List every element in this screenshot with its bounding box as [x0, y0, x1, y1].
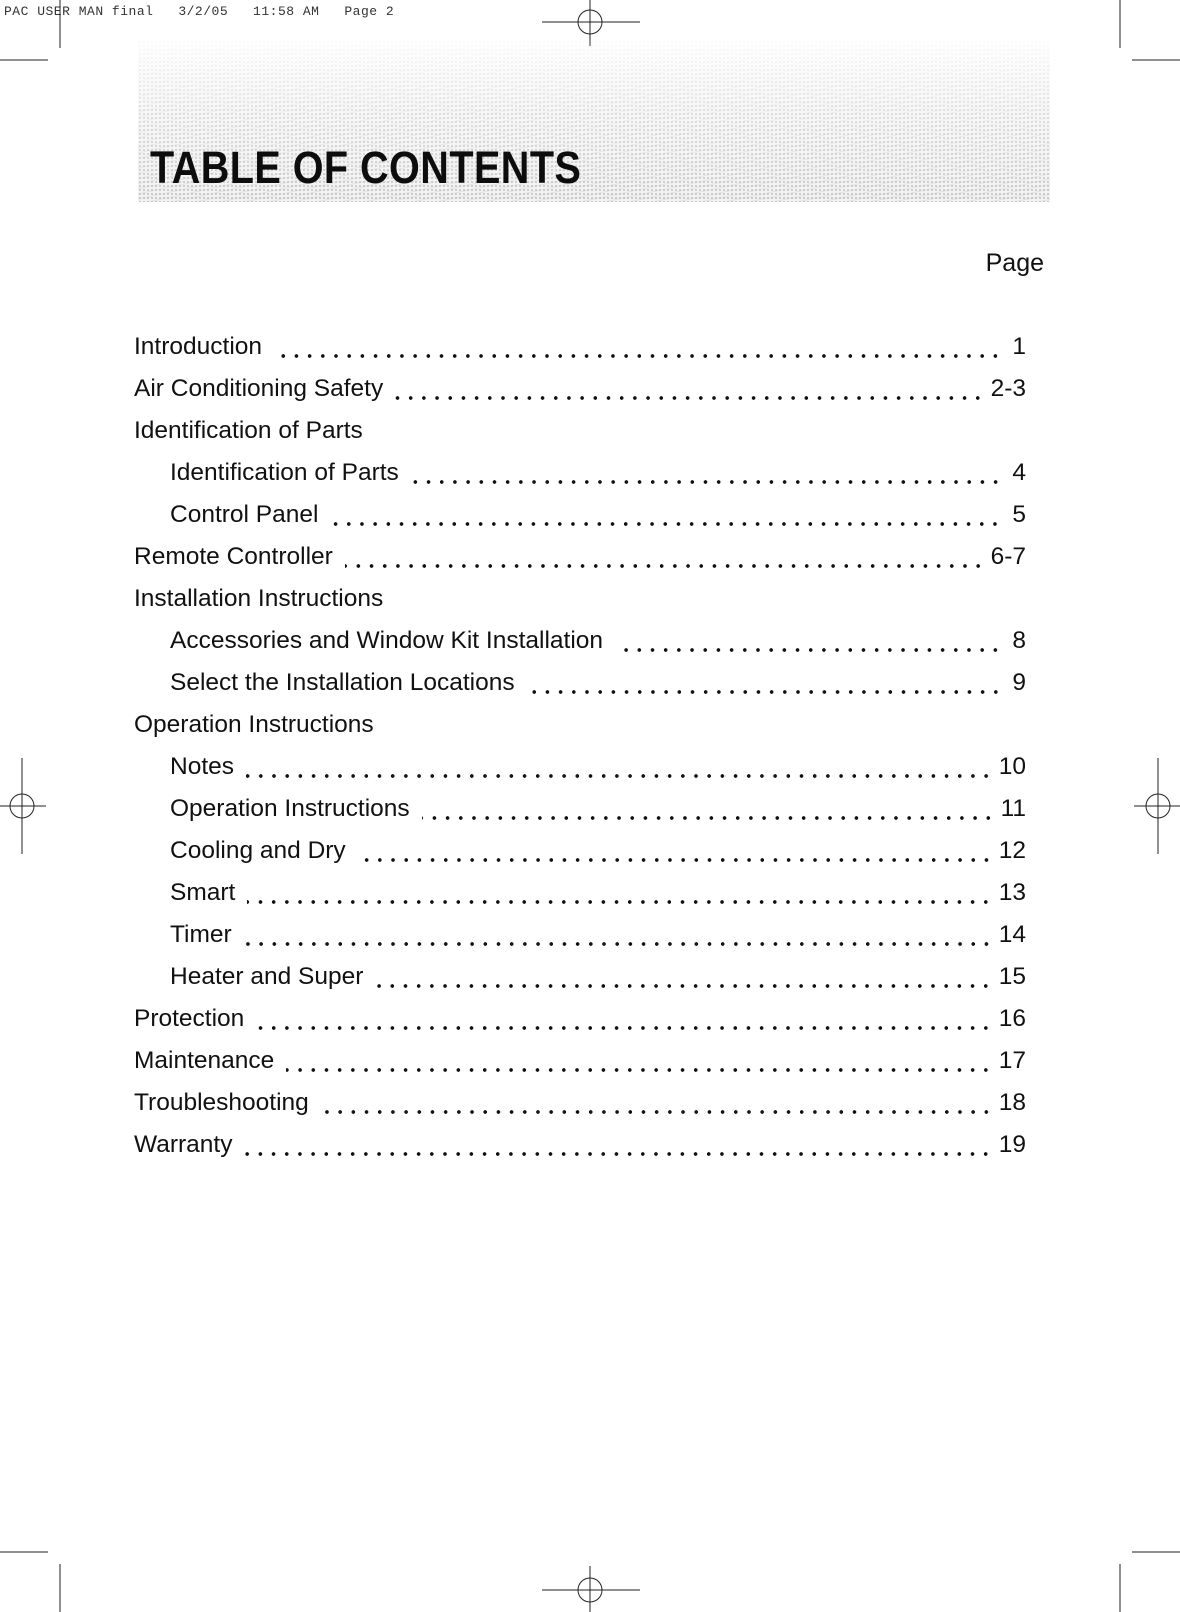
dot-leader: [395, 377, 984, 401]
toc-entry-label: Smart: [170, 879, 236, 906]
toc-entry-page: 10: [998, 753, 1026, 780]
dot-leader: [244, 1133, 992, 1157]
toc-entry-label: Heater and Super: [170, 963, 364, 990]
toc-entry-label: Remote Controller: [134, 543, 333, 570]
toc-entry-page: 6-7: [990, 543, 1026, 570]
registration-mark-left: [0, 758, 46, 854]
toc-entry-page: 16: [998, 1005, 1026, 1032]
dot-leader: [244, 923, 993, 947]
toc-section-heading: [134, 410, 1026, 452]
toc-entry-page: 15: [998, 963, 1026, 990]
toc-subentry[interactable]: [134, 620, 1026, 662]
toc-section-label: Installation Instructions: [134, 585, 384, 612]
toc-entry[interactable]: [134, 1040, 1026, 1082]
toc-entry-label: Notes: [170, 753, 235, 780]
registration-mark-bottom: [542, 1566, 640, 1612]
dot-leader: [247, 881, 992, 905]
dot-leader: [330, 503, 1002, 527]
toc-entry-label: Operation Instructions: [170, 795, 410, 822]
toc-section-label: Identification of Parts: [134, 417, 363, 444]
toc-entry-page: 1: [1012, 333, 1026, 360]
toc-entry-page: 2-3: [990, 375, 1026, 402]
dot-leader: [321, 1091, 993, 1115]
toc-entry-page: 9: [1012, 669, 1026, 696]
toc-subentry[interactable]: [134, 662, 1026, 704]
toc-subentry[interactable]: [134, 494, 1026, 536]
toc-entry-label: Maintenance: [134, 1047, 275, 1074]
toc-entry-label: Accessories and Window Kit Installation: [170, 627, 604, 654]
registration-mark-right: [1134, 758, 1180, 854]
toc-subentry[interactable]: [134, 746, 1026, 788]
toc-entry-label: Identification of Parts: [170, 459, 399, 486]
page-title: TABLE OF CONTENTS: [150, 142, 582, 193]
print-slug: PAC USER MAN final 3/2/05 11:58 AM Page 2: [4, 4, 395, 19]
toc-section-label: Operation Instructions: [134, 711, 374, 738]
toc-section-heading: [134, 578, 1026, 620]
toc-entry[interactable]: [134, 1124, 1026, 1166]
toc-subentry[interactable]: [134, 872, 1026, 914]
toc-entry-page: 13: [998, 879, 1026, 906]
toc-entry-page: 8: [1012, 627, 1026, 654]
dot-leader: [256, 1007, 992, 1031]
toc-entry-page: 17: [998, 1047, 1026, 1074]
table-of-contents: [134, 326, 1026, 1166]
toc-entry-label: Introduction: [134, 333, 263, 360]
toc-entry[interactable]: [134, 368, 1026, 410]
toc-subentry[interactable]: [134, 914, 1026, 956]
toc-entry-label: Protection: [134, 1005, 245, 1032]
toc-entry-label: Air Conditioning Safety: [134, 375, 384, 402]
toc-subentry[interactable]: [134, 788, 1026, 830]
dot-leader: [286, 1049, 992, 1073]
dot-leader: [345, 545, 985, 569]
toc-entry-label: Select the Installation Locations: [170, 669, 515, 696]
toc-entry-page: 5: [1012, 501, 1026, 528]
dot-leader: [274, 335, 1002, 359]
toc-entry-page: 18: [998, 1089, 1026, 1116]
dot-leader: [375, 965, 992, 989]
toc-entry[interactable]: [134, 1082, 1026, 1124]
dot-leader: [246, 755, 993, 779]
dot-leader: [527, 671, 1002, 695]
toc-entry[interactable]: [134, 536, 1026, 578]
toc-entry-page: 4: [1012, 459, 1026, 486]
toc-subentry[interactable]: [134, 452, 1026, 494]
dot-leader: [358, 839, 993, 863]
dot-leader: [615, 629, 1002, 653]
toc-entry-label: Warranty: [134, 1131, 233, 1158]
dot-leader: [422, 797, 995, 821]
dot-leader: [411, 461, 1002, 485]
toc-subentry[interactable]: [134, 830, 1026, 872]
toc-entry[interactable]: [134, 998, 1026, 1040]
page-column-heading: Page: [985, 249, 1044, 277]
toc-entry-page: 19: [998, 1131, 1026, 1158]
toc-entry-label: Timer: [170, 921, 232, 948]
toc-entry-label: Control Panel: [170, 501, 319, 528]
toc-entry-page: 12: [998, 837, 1026, 864]
toc-entry-page: 11: [1000, 795, 1026, 822]
toc-subentry[interactable]: [134, 956, 1026, 998]
toc-entry-page: 14: [998, 921, 1026, 948]
toc-entry[interactable]: [134, 326, 1026, 368]
toc-section-heading: [134, 704, 1026, 746]
toc-entry-label: Troubleshooting: [134, 1089, 309, 1116]
toc-entry-label: Cooling and Dry: [170, 837, 346, 864]
